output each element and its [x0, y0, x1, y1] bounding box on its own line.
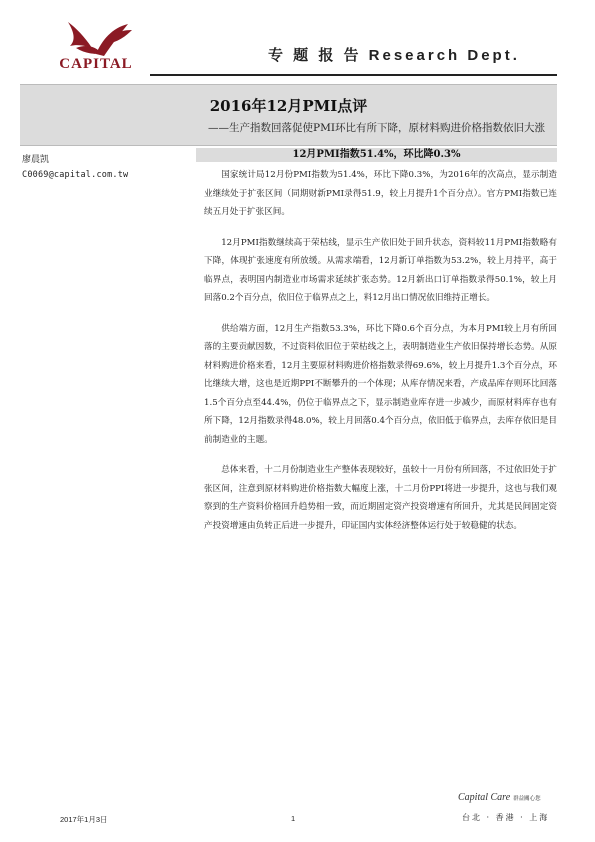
- footer-brand: [458, 792, 541, 803]
- header-divider: [150, 74, 557, 76]
- body-paragraph: 供给端方面，12月生产指数53.3%，环比下降0.6个百分点，为本月PMI较上月有所回落的主要贡献因数，不过资料依旧位于荣枯线之上，表明制造业生产依旧保持增长态势。从原材料购进价格来看，12月主要原材料购进价格指数录得69.6%，较上月提升1.3个百分点，环比继续大增，这也是近期PPI不断攀升的一个体现；从库存情况来看，产成品库存则环比回落1.5个百分点至44.4%，仍位于临界点之下，显示制造业库存进一步减少，而原材料库存也有所下降，12月指数录得48.0%，较上月回落0.4个百分点，依旧低于临界点，去库存依旧是目前制造业的主题。: [204, 323, 557, 445]
- footer-date: 2017年1月3日: [60, 815, 108, 824]
- page-number: 1: [291, 814, 296, 823]
- author-name: 廖晨凯: [22, 155, 50, 165]
- section-title: 12月PMI指数51.4%，环比降0.3%: [292, 149, 461, 160]
- header-title: 专 题 报 告 Research Dept.: [268, 47, 520, 64]
- body-paragraph: 总体来看，十二月份制造业生产整体表现较好，虽较十一月份有所回落，不过依旧处于扩张区间，注意到原材料购进价格指数大幅度上涨，十二月份PPI将进一步提升，这也与我们观察到的生产资料价格回升趋势相一致，而近期固定资产投资增速有所回升，尤其是民间固定资产投资增速由负转正后进一步提升，印证国内实体经济整体运行处于较稳健的状态。: [204, 465, 557, 531]
- body-paragraph: 12月PMI指数继续高于荣枯线，显示生产依旧处于回升状态，资料较11月PMI指数略有下降，体现扩张速度有所放缓。从需求端看，12月新订单指数为53.2%，较上月持平，高于临界点，表明国内制造业市场需求延续扩张态势。12月新出口订单指数录得50.1%，较上月回落0.2个百分点，依旧位于临界点之上，料12月出口情况依旧维持正增长。: [204, 237, 557, 303]
- author-email[interactable]: C0069@capital.com.tw: [22, 170, 129, 180]
- report-subtitle: ——生产指数回落促使PMI环比有所下降，原材料购进价格指数依旧大涨: [208, 122, 545, 134]
- body-paragraph: 国家统计局12月份PMI指数为51.4%，环比下降0.3%，为2016年的次高点，显示制造业继续处于扩张区间（同期财新PMI录得51.9，较上月提升1个百分点）。官方PMI指数已连续五月处于扩张区间。: [204, 170, 557, 217]
- title-box: [20, 84, 557, 146]
- report-title: 2016年12月PMI点评: [209, 97, 368, 115]
- footer-brand-name: Capital Care: [458, 792, 511, 803]
- report-body: [204, 166, 557, 547]
- section-heading-bar: [196, 148, 557, 162]
- footer-cities: 台北 · 香港 · 上海: [462, 813, 550, 822]
- brand-logo-text: CAPITAL: [59, 56, 133, 72]
- footer-brand-tagline: 群益關心您: [513, 796, 541, 802]
